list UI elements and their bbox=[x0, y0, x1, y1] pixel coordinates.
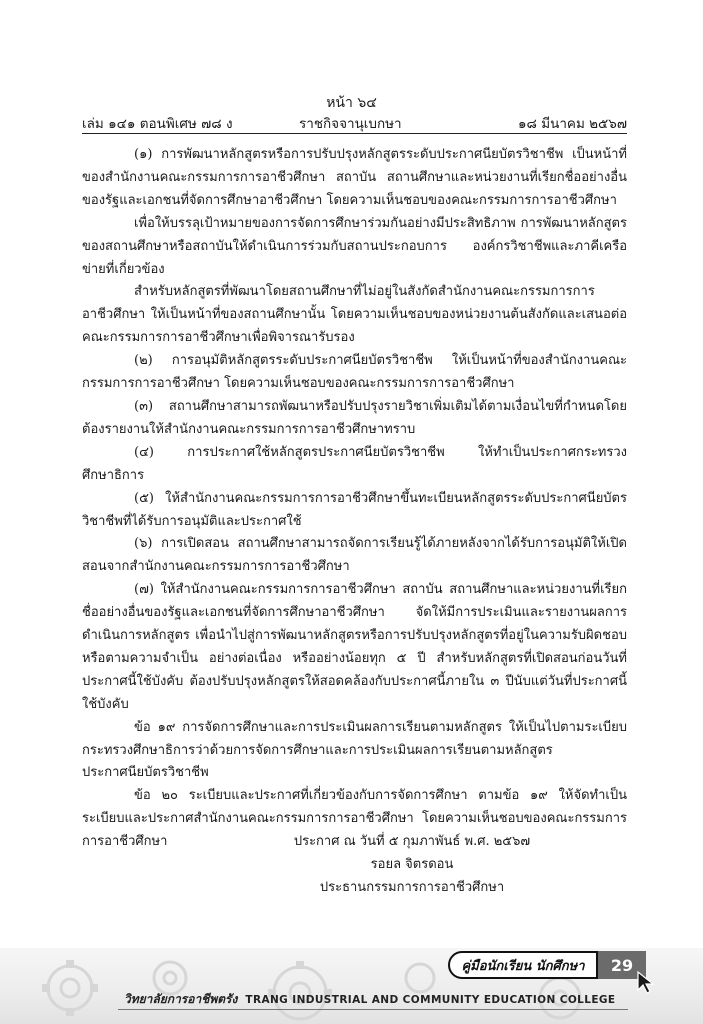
page-number-header: หน้า ๖๔ bbox=[326, 95, 377, 111]
paragraph: ข้อ ๒๐ ระเบียบและประกาศที่เกี่ยวข้องกับการจัดการศึกษา ตามข้อ ๑๙ ให้จัดทำเป็นระเบียบและประกาศสำนักงานคณะกรรมการการอาชีวศึกษา โดยความเห็นชอบของคณะกรรมการการอาชีวศึกษา bbox=[82, 788, 627, 850]
issue-info: เล่ม ๑๔๑ ตอนพิเศษ ๗๘ ง bbox=[82, 116, 233, 132]
gazette-title: ราชกิจจานุเบกษา bbox=[299, 116, 402, 132]
paragraph: เพื่อให้บรรลุเป้าหมายของการจัดการศึกษาร่วมกันอย่างมีประสิทธิภาพ การพัฒนาหลักสูตรของสถานศึกษาหรือสถาบันให้ดำเนินการร่วมกับสถานประกอบการ องค์กรวิชาชีพและภาคีเครือข่ายที่เกี่ยวข้อง bbox=[82, 215, 627, 277]
paragraph: ข้อ ๑๙ การจัดการศึกษาและการประเมินผลการเรียนตามหลักสูตร ให้เป็นไปตามระเบียบกระทรวงศึกษาธิการว่าด้วยการจัดการศึกษาและการประเมินผลการเรียนตามหลักสูตรประกาศนียบัตรวิชาชีพ bbox=[82, 719, 627, 781]
cursor-arrow-icon bbox=[636, 970, 658, 994]
college-name-thai: วิทยาลัยการอาชีพตรัง bbox=[124, 992, 238, 1006]
paragraph: (๕) ให้สำนักงานคณะกรรมการการอาชีวศึกษาขึ้นทะเบียนหลักสูตรระดับประกาศนียบัตรวิชาชีพที่ได้รับการอนุมัติและประกาศใช้ bbox=[82, 490, 627, 529]
paragraph: สำหรับหลักสูตรที่พัฒนาโดยสถานศึกษาที่ไม่อยู่ในสังกัดสำนักงานคณะกรรมการการอาชีวศึกษา ให้เป็นหน้าที่ของสถานศึกษานั้น โดยความเห็นชอบของหน่วยงานต้นสังกัดและเสนอต่อคณะกรรมการการอาชีวศึกษาเพื่อพิจารณารับรอง bbox=[82, 284, 627, 346]
footer-divider bbox=[118, 1009, 628, 1010]
paragraph: (๔) การประกาศใช้หลักสูตรประกาศนียบัตรวิชาชีพ ให้ทำเป็นประกาศกระทรวงศึกษาธิการ bbox=[82, 444, 627, 483]
handbook-tab: คู่มือนักเรียน นักศึกษา bbox=[448, 951, 598, 979]
signer-name: รอยล จิตรดอน bbox=[370, 857, 454, 872]
gazette-header bbox=[82, 112, 627, 132]
header-divider bbox=[82, 133, 627, 134]
page-number-badge: 29 bbox=[598, 951, 646, 979]
paragraph: (๖) การเปิดสอน สถานศึกษาสามารถจัดการเรียนรู้ได้ภายหลังจากได้รับการอนุมัติให้เปิดสอนจากสำนักงานคณะกรรมการการอาชีวศึกษา bbox=[82, 536, 627, 575]
paragraph: (๗) ให้สำนักงานคณะกรรมการการอาชีวศึกษา สถาบัน สถานศึกษาและหน่วยงานที่เรียกชื่ออย่างอื่นของรัฐและเอกชนที่จัดการศึกษาอาชีวศึกษา จัดให้มีการประเมินและรายงานผลการดำเนินการหลักสูตร เพื่อนำไปสู่การพัฒนาหลักสูตรหรือการปรับปรุงหลักสูตรที่อยู่ในความรับผิดชอบหรือตามความจำเป็น อย่างต่อเนื่อง หรืออย่างน้อยทุก ๕ ปี สำหรับหลักสูตรที่เปิดสอนก่อนวันที่ประกาศนี้ใช้บังคับ ต้องปรับปรุงหลักสูตรให้สอดคล้องกับประกาศนี้ภายใน ๓ ปีนับแต่วันที่ประกาศนี้ใช้บังคับ bbox=[82, 582, 627, 712]
paragraph: (๑) การพัฒนาหลักสูตรหรือการปรับปรุงหลักสูตรระดับประกาศนียบัตรวิชาชีพ เป็นหน้าที่ของสำนักงานคณะกรรมการการอาชีวศึกษา สถาบัน สถานศึกษาและหน่วยงานที่เรียกชื่ออย่างอื่นของรัฐและเอกชนที่จัดการศึกษาอาชีวศึกษา โดยความเห็นชอบของคณะกรรมการการอาชีวศึกษา bbox=[82, 147, 627, 208]
document-body bbox=[82, 144, 627, 854]
announcement-date: ประกาศ ณ วันที่ ๕ กุมภาพันธ์ พ.ศ. ๒๕๖๗ bbox=[293, 834, 531, 849]
college-name-english: TRANG INDUSTRIAL AND COMMUNITY EDUCATION COLLEGE bbox=[245, 994, 616, 1006]
paragraph: (๒) การอนุมัติหลักสูตรระดับประกาศนียบัตรวิชาชีพ ให้เป็นหน้าที่ของสำนักงานคณะกรรมการการอาชีวศึกษา โดยความเห็นชอบของคณะกรรมการการอาชีวศึกษา bbox=[82, 353, 627, 392]
paragraph: (๓) สถานศึกษาสามารถพัฒนาหรือปรับปรุงรายวิชาเพิ่มเติมได้ตามเงื่อนไขที่กำหนดโดยต้องรายงานให้สำนักงานคณะกรรมการการอาชีวศึกษาทราบ bbox=[82, 398, 627, 437]
gazette-date: ๑๘ มีนาคม ๒๕๖๗ bbox=[517, 116, 627, 132]
college-name bbox=[124, 990, 616, 1009]
signature-block bbox=[282, 830, 542, 899]
signer-position: ประธานกรรมการการอาชีวศึกษา bbox=[319, 880, 505, 895]
